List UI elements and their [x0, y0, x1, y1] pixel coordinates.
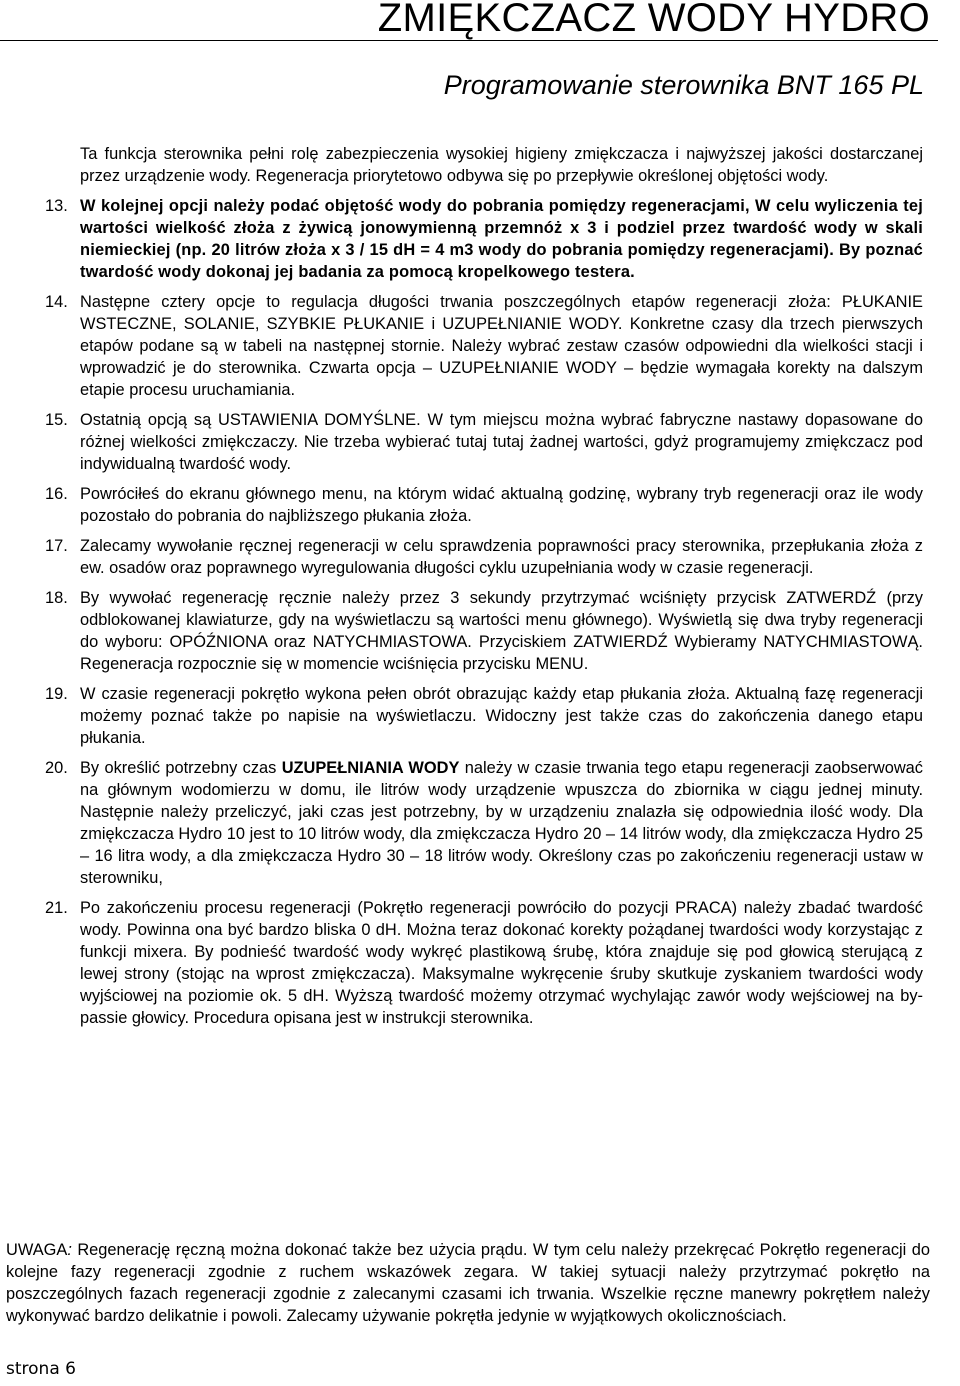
item-number: 18.	[45, 589, 68, 607]
list-item-21	[45, 897, 923, 1029]
document-subtitle: Programowanie sterownika BNT 165 PL	[443, 70, 924, 100]
list-item-16	[45, 483, 923, 527]
item-number: 13.	[45, 197, 68, 215]
list-item-18	[45, 587, 923, 675]
item-number: 19.	[45, 685, 68, 703]
note-colon: :	[67, 1241, 72, 1259]
instructions-body	[45, 143, 923, 1029]
item-number: 20.	[45, 759, 68, 777]
item-text: W kolejnej opcji należy podać objętość wody do pobrania pomiędzy regeneracjami, W celu wyliczenia tej wartości wielkość złoża z żywicą jonowymienną przemnóż x 3 i podziel przez twardość wody w skali niemieckiej (np. 20 litrów złoża x 3 / 15 dH = 4 m3 wody do pobrania pomiędzy regeneracjami). By poznać twardość wody dokonaj jej badania za pomocą kropelkowego testera.	[80, 197, 923, 281]
list-item-14	[45, 291, 923, 401]
list-item-15	[45, 409, 923, 475]
item-text: Powróciłeś do ekranu głównego menu, na którym widać aktualną godzinę, wybrany tryb regeneracji oraz ile wody pozostało do pobrania do najbliższego płukania złoża.	[80, 485, 923, 525]
item-number: 14.	[45, 293, 68, 311]
item-number: 17.	[45, 537, 68, 555]
item-text: W czasie regeneracji pokrętło wykona pełen obrót obrazując każdy etap płukania złoża. Aktualną fazę regeneracji możemy poznać także po napisie na wyświetlaczu. Widoczny jest także czas do zakończenia danego etapu płukania.	[80, 685, 923, 747]
list-item-13	[45, 195, 923, 283]
item-text	[80, 757, 923, 889]
warning-note	[6, 1239, 930, 1327]
item-text: Ostatnią opcją są USTAWIENIA DOMYŚLNE. W tym miejscu można wybrać fabryczne nastawy dopasowane do różnej wielkości zmiękczaczy. Nie trzeba wybierać tutaj tutaj żadnej wartości, gdyż programujemy zmiękczacz pod indywidualną twardość wody.	[80, 411, 923, 473]
document-title: ZMIĘKCZACZ WODY HYDRO	[377, 0, 930, 40]
item-text-emphasis: UZUPEŁNIANIA WODY	[281, 759, 460, 777]
header-divider	[0, 40, 938, 41]
note-text: Regenerację ręczną można dokonać także bez użycia prądu. W tym celu należy przekręcać Pokrętło regeneracji do kolejne fazy regeneracji zgodnie z ruchem wskazówek zegara. W takiej sytuacji należy przytrzymać pokrętło na poszczególnych fazach regeneracji zgodnie z zalecanymi czasami ich trwania. Wszelkie ręczne manewry pokrętłem należy wykonywać bardzo delikatnie i powoli. Zalecamy używanie pokrętła jedynie w wyjątkowych okolicznościach.	[6, 1241, 930, 1325]
item-number: 21.	[45, 899, 68, 917]
item-text-lead: By określić potrzebny czas	[80, 759, 282, 777]
intro-paragraph: Ta funkcja sterownika pełni rolę zabezpieczenia wysokiej higieny zmiękczacza i najwyższej jakości dostarczanej przez urządzenie wody. Regeneracja priorytetowo odbywa się po przepływie określonej objętości wody.	[80, 145, 923, 185]
item-text: Po zakończeniu procesu regeneracji (Pokrętło regeneracji powróciło do pozycji PRACA) należy zbadać twardość wody. Powinna ona być bardzo bliska 0 dH. Można teraz dokonać korekty pożądanej twardości wody korzystając z funkcji mixera. By podnieść twardość wody wykręć plastikową śrubę, która znajduje się pod głowicą sterującą z lewej strony (stojąc na wprost zmiękczacza). Maksymalne wykręcenie śruby skutkuje zyskaniem twardości wody wyjściowej na poziomie ok. 5 dH. Wyższą twardość możemy otrzymać wychylając zawór wody wejściowej na by-passie głowicy. Procedura opisana jest w instrukcji sterownika.	[80, 899, 923, 1027]
page-number: strona 6	[6, 1359, 76, 1379]
item-number: 15.	[45, 411, 68, 429]
item-text-rest: należy w czasie trwania tego etapu regeneracji zaobserwować na głównym wodomierzu w domu, ile litrów wody urządzenie wpuszcza do zbiornika w ciągu jednej minuty. Następnie należy przeliczyć, jaki czas jest potrzebny, by w urządzeniu znalazła się odpowiednia ilość wody. Dla zmiękczacza Hydro 10 jest to 10 litrów wody, dla zmiękczacza Hydro 20 – 14 litrów wody, dla zmiękczacza Hydro 25 – 16 litra wody, a dla zmiękczacza Hydro 30 – 18 litrów wody. Określony czas po zakończeniu regeneracji ustaw w sterowniku,	[80, 759, 923, 887]
list-item-19	[45, 683, 923, 749]
item-text: By wywołać regenerację ręcznie należy przez 3 sekundy przytrzymać wciśnięty przycisk ZATWERDŹ (przy odblokowanej klawiaturze, gdy na wyświetlaczu są wartości menu głównego). Wyświetlą się dwa tryby regeneracji do wyboru: OPÓŹNIONA oraz NATYCHMIASTOWA. Przyciskiem ZATWIERDŹ Wybieramy NATYCHMIASTOWĄ. Regeneracja rozpocznie się w momencie wciśnięcia przycisku MENU.	[80, 589, 923, 673]
list-item-17	[45, 535, 923, 579]
note-label: UWAGA	[6, 1241, 68, 1259]
list-item-20	[45, 757, 923, 889]
item-text: Następne cztery opcje to regulacja długości trwania poszczególnych etapów regeneracji złoża: PŁUKANIE WSTECZNE, SOLANIE, SZYBKIE PŁUKANIE i UZUPEŁNIANIE WODY. Konkretne czasy dla trzech pierwszych etapów podane są w tabeli na następnej stornie. Należy wybrać zestaw czasów odpowiedni dla wielkości stacji i wprowadzić je do sterownika. Czwarta opcja – UZUPEŁNIANIE WODY – będzie wymagała korekty na dalszym etapie procesu uruchamiania.	[80, 293, 923, 399]
item-number: 16.	[45, 485, 68, 503]
item-text: Zalecamy wywołanie ręcznej regeneracji w celu sprawdzenia poprawności pracy sterownika, przepłukania złoża z ew. osadów oraz poprawnego wyregulowania długości cyklu uzupełniania wody w czasie regeneracji.	[80, 537, 923, 577]
